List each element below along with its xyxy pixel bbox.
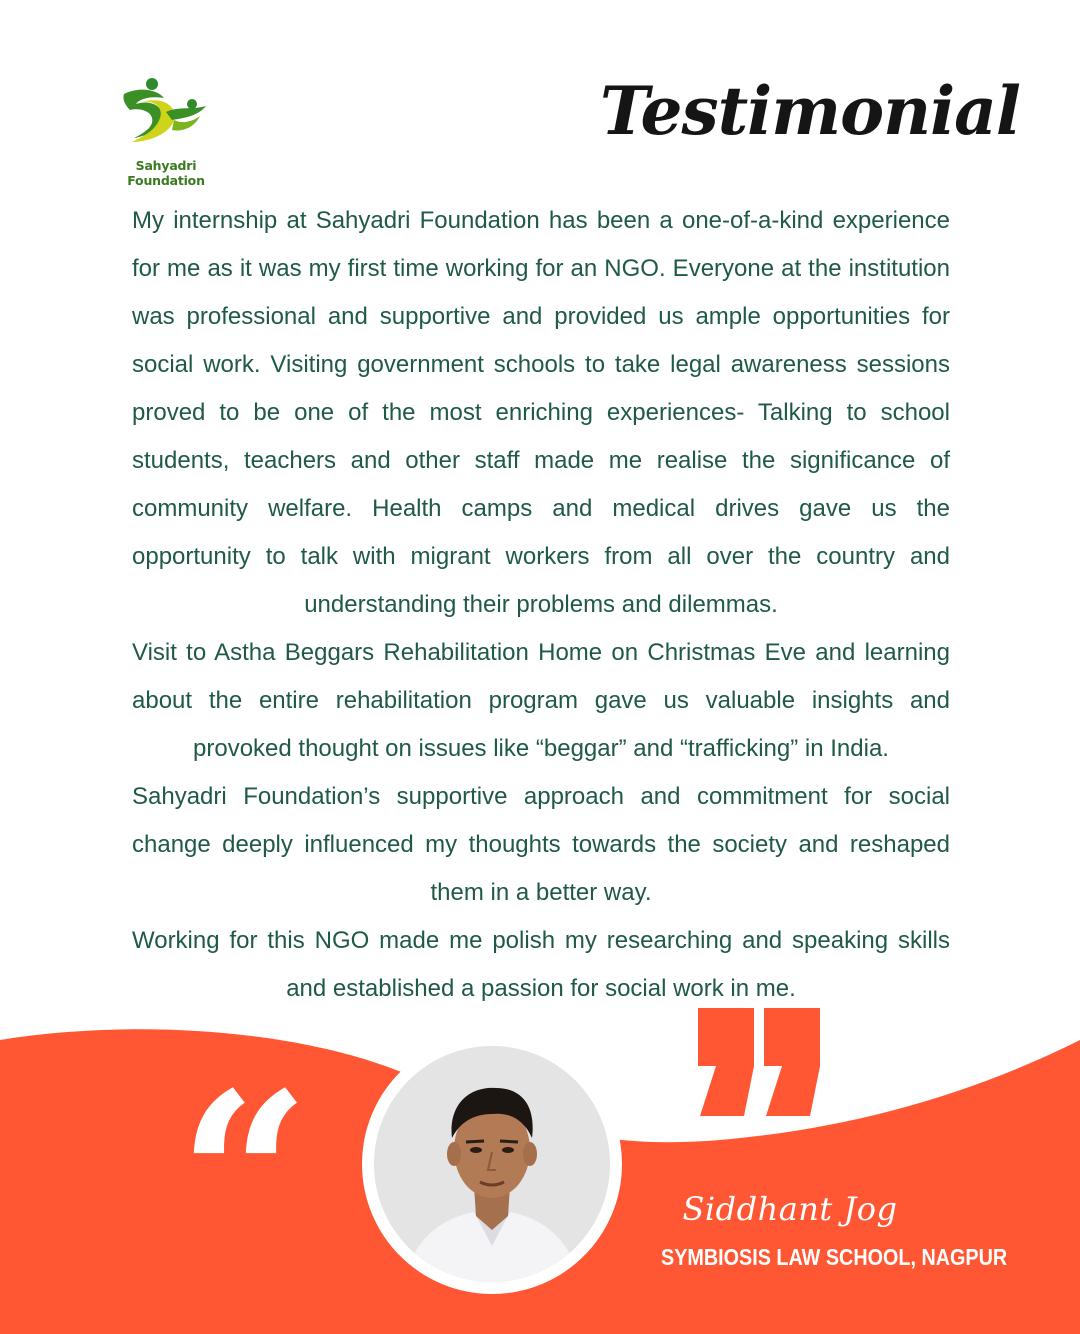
page-title: Testimonial bbox=[600, 72, 1020, 150]
testimonial-paragraph: Visit to Astha Beggars Rehabilitation Home on Christmas Eve and learning about the entire rehabilitation program gave us valuable insights and provoked thought on issues like “beggar” and “trafficking” in India. bbox=[132, 639, 950, 762]
author-avatar-frame bbox=[362, 1034, 622, 1294]
testimonial-body bbox=[132, 197, 950, 1013]
sahyadri-foundation-logo bbox=[96, 76, 236, 188]
author-name: Siddhant Jog bbox=[682, 1190, 898, 1228]
logo-text: Sahyadri Foundation bbox=[127, 158, 205, 188]
author-avatar bbox=[374, 1046, 610, 1282]
testimonial-paragraph: Working for this NGO made me polish my researching and speaking skills and established a passion for social work in me. bbox=[132, 927, 950, 1002]
testimonial-paragraph: Sahyadri Foundation’s supportive approach and commitment for social change deeply influenced my thoughts towards the society and reshaped them in a better way. bbox=[132, 783, 950, 906]
testimonial-paragraph: My internship at Sahyadri Foundation has been a one-of-a-kind experience for me as it was my first time working for an NGO. Everyone at the institution was professional and supportive and provided us ample opportunities for social work. Visiting government schools to take legal awareness sessions proved to be one of the most enriching experiences- Talking to school students, teachers and other staff made me realise the significance of community welfare. Health camps and medical drives gave us the opportunity to talk with migrant workers from all over the country and understanding their problems and dilemmas. bbox=[132, 207, 950, 618]
author-institution: SYMBIOSIS LAW SCHOOL, NAGPUR bbox=[661, 1244, 1008, 1270]
open-quote-icon: “ bbox=[178, 1043, 311, 1313]
sahyadri-foundation-logo-icon bbox=[118, 76, 214, 152]
close-quote-icon bbox=[698, 1008, 822, 1116]
